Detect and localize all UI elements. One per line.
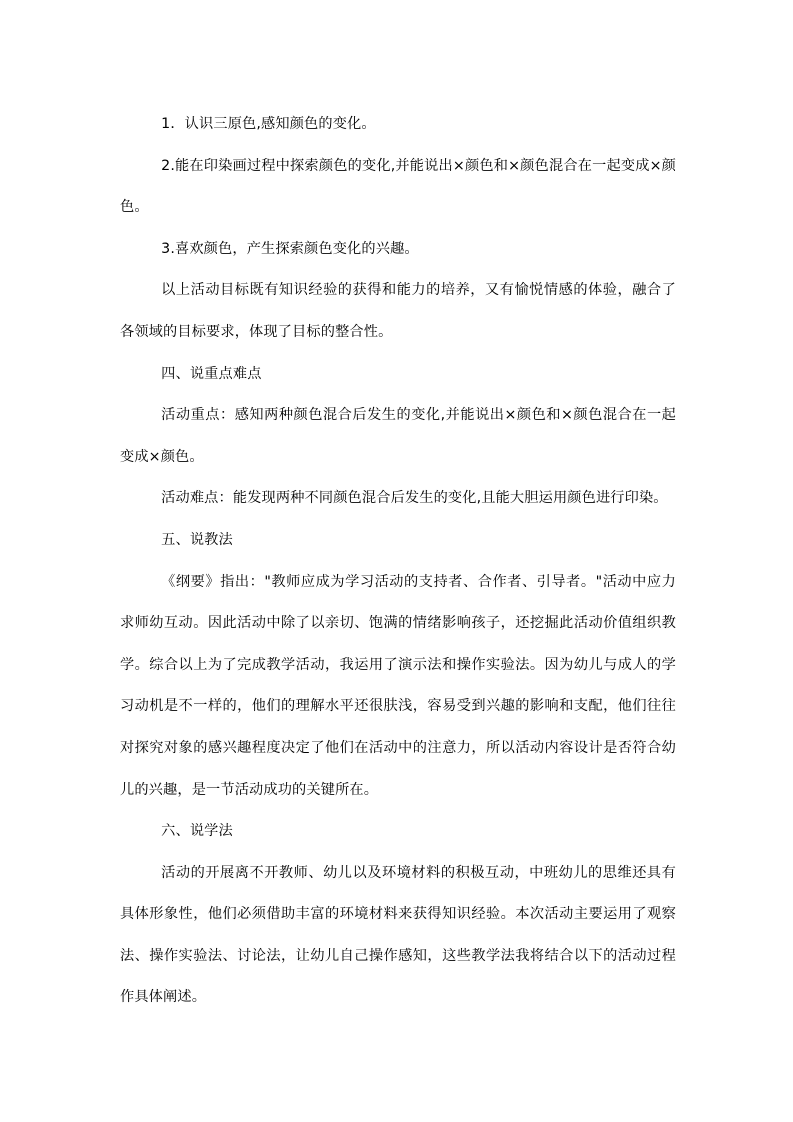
learning-method-paragraph: 活动的开展离不开教师、幼儿以及环境材料的积极互动，中班幼儿的思维还具有具体形象性，他们必须借助丰富的环境材料来获得知识经验。本次活动主要运用了观察法、操作实验法、讨论法，让幼儿自己操作感知，这些教学法我将结合以下的活动过程作具体阐述。	[120, 864, 676, 1006]
key-point-paragraph: 活动重点：感知两种颜色混合后发生的变化,并能说出×颜色和×颜色混合在一起变成×颜色。	[120, 407, 676, 465]
document-body	[120, 104, 676, 1019]
section-heading-teaching-method: 五、说教法	[161, 531, 233, 548]
difficult-point-paragraph: 活动难点：能发现两种不同颜色混合后发生的变化,且能大胆运用颜色进行印染。	[161, 490, 668, 507]
teaching-method-paragraph: 《纲要》指出："教师应成为学习活动的支持者、合作者、引导者。"活动中应力求师幼互动。因此活动中除了以亲切、饱满的情绪影响孩子，还挖掘此活动价值组织教学。综合以上为了完成教学活动，我运用了演示法和操作实验法。因为幼儿与成人的学习动机是不一样的，他们的理解水平还很肤浅，容易受到兴趣的影响和支配，他们往往对探究对象的感兴趣程度决定了他们在活动中的注意力，所以活动内容设计是否符合幼儿的兴趣，是一节活动成功的关键所在。	[120, 573, 676, 798]
goal-item-2: 2.能在印染画过程中探索颜色的变化,并能说出×颜色和×颜色混合在一起变成×颜色。	[120, 157, 676, 216]
goal-item-3: 3.喜欢颜色，产生探索颜色变化的兴趣。	[161, 240, 419, 257]
section-heading-learning-method: 六、说学法	[161, 823, 233, 840]
section-heading-key-points: 四、说重点难点	[161, 365, 262, 382]
goals-summary-paragraph: 以上活动目标既有知识经验的获得和能力的培养，又有愉悦情感的体验，融合了各领域的目标要求，体现了目标的整合性。	[120, 282, 676, 340]
goal-item-1: 1．认识三原色,感知颜色的变化。	[161, 116, 376, 132]
